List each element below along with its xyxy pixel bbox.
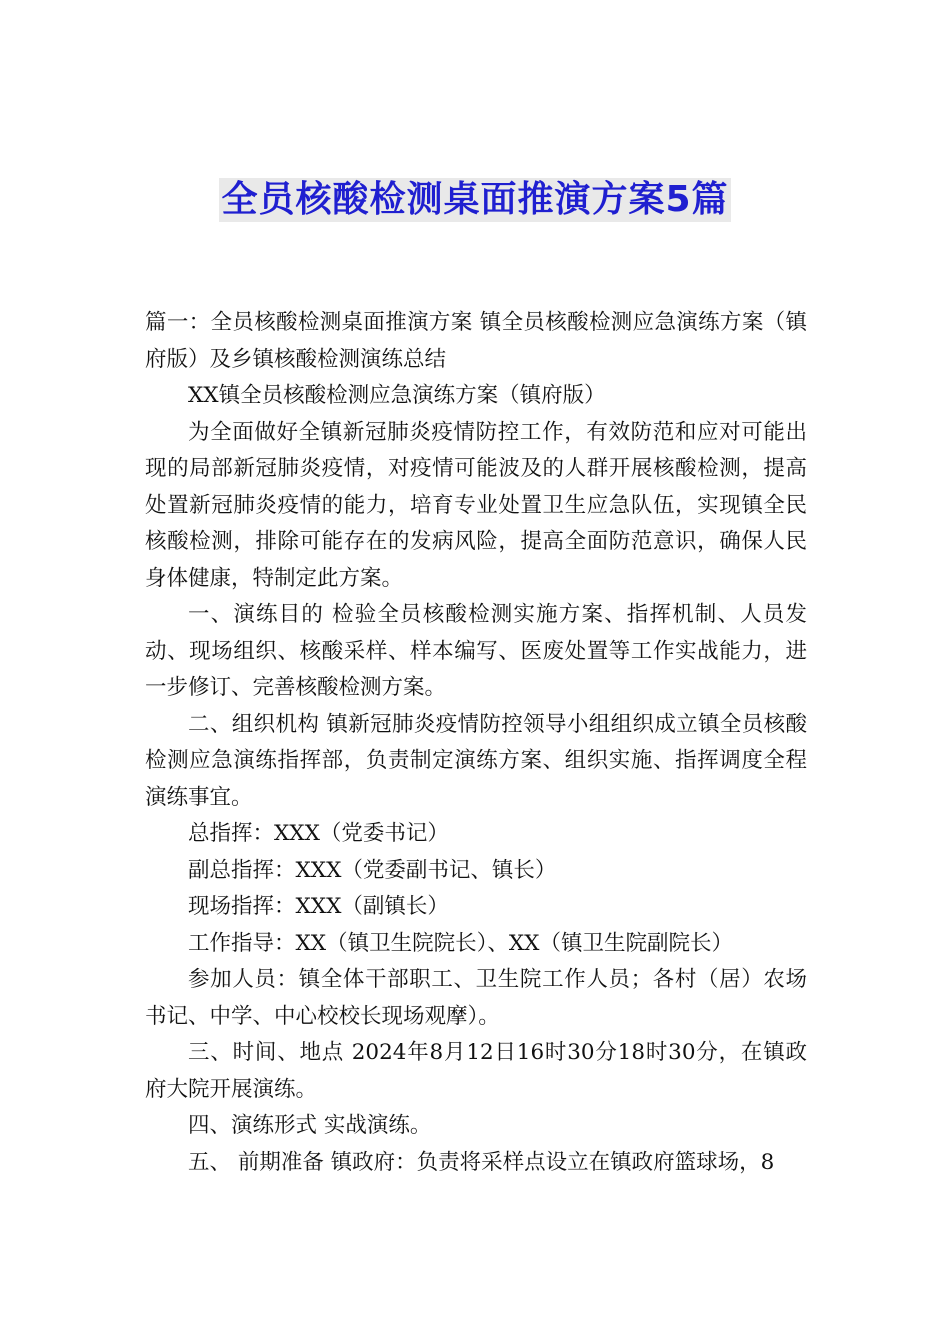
title-container: [0, 178, 950, 222]
paragraph-deputy-commander: 副总指挥：XXX（党委副书记、镇长）: [188, 857, 557, 883]
paragraph-subtitle: XX镇全员核酸检测应急演练方案（镇府版）: [188, 383, 606, 408]
paragraph-commander: 总指挥：XXX（党委书记）: [188, 821, 449, 846]
paragraph-participants: 参加人员：镇全体干部职工、卫生院工作人员；各村（居）农场书记、中学、中心校校长现场观摩）。: [145, 967, 807, 1029]
paragraph-work-guidance: 工作指导：XX（镇卫生院院长）、XX（镇卫生院副院长）: [188, 930, 733, 956]
paragraph-intro: 为全面做好全镇新冠肺炎疫情防控工作，有效防范和应对可能出现的局部新冠肺炎疫情，对疫情可能波及的人群开展核酸检测，提高处置新冠肺炎疫情的能力，培育专业处置卫生应急队伍，实现镇全民核酸检测，排除可能存在的发病风险，提高全面防范意识，确保人民身体健康，特制定此方案。: [145, 419, 807, 591]
paragraph-section-1: 一、演练目的 检验全员核酸检测实施方案、指挥机制、人员发动、现场组织、核酸采样、样本编写、医废处置等工作实战能力，进一步修订、完善核酸检测方案。: [145, 602, 807, 700]
paragraph-section-4: 四、演练形式 实战演练。: [188, 1113, 432, 1138]
paragraph-section-5: 五、 前期准备 镇政府：负责将采样点设立在镇政府篮球场，8: [188, 1149, 775, 1175]
document-body: [145, 305, 807, 1181]
paragraph-section-3: 三、时间、地点 2024年8月12日16时30分18时30分，在镇政府大院开展演练。: [145, 1040, 807, 1102]
document-title: 全员核酸检测桌面推演方案5篇: [221, 179, 729, 220]
paragraph-site-commander: 现场指挥：XXX（副镇长）: [188, 894, 449, 919]
paragraph-heading: 篇一：全员核酸检测桌面推演方案 镇全员核酸检测应急演练方案（镇府版）及乡镇核酸检测演练总结: [145, 310, 807, 372]
paragraph-section-2: 二、组织机构 镇新冠肺炎疫情防控领导小组组织成立镇全员核酸检测应急演练指挥部，负责制定演练方案、组织实施、指挥调度全程演练事宜。: [145, 711, 807, 810]
